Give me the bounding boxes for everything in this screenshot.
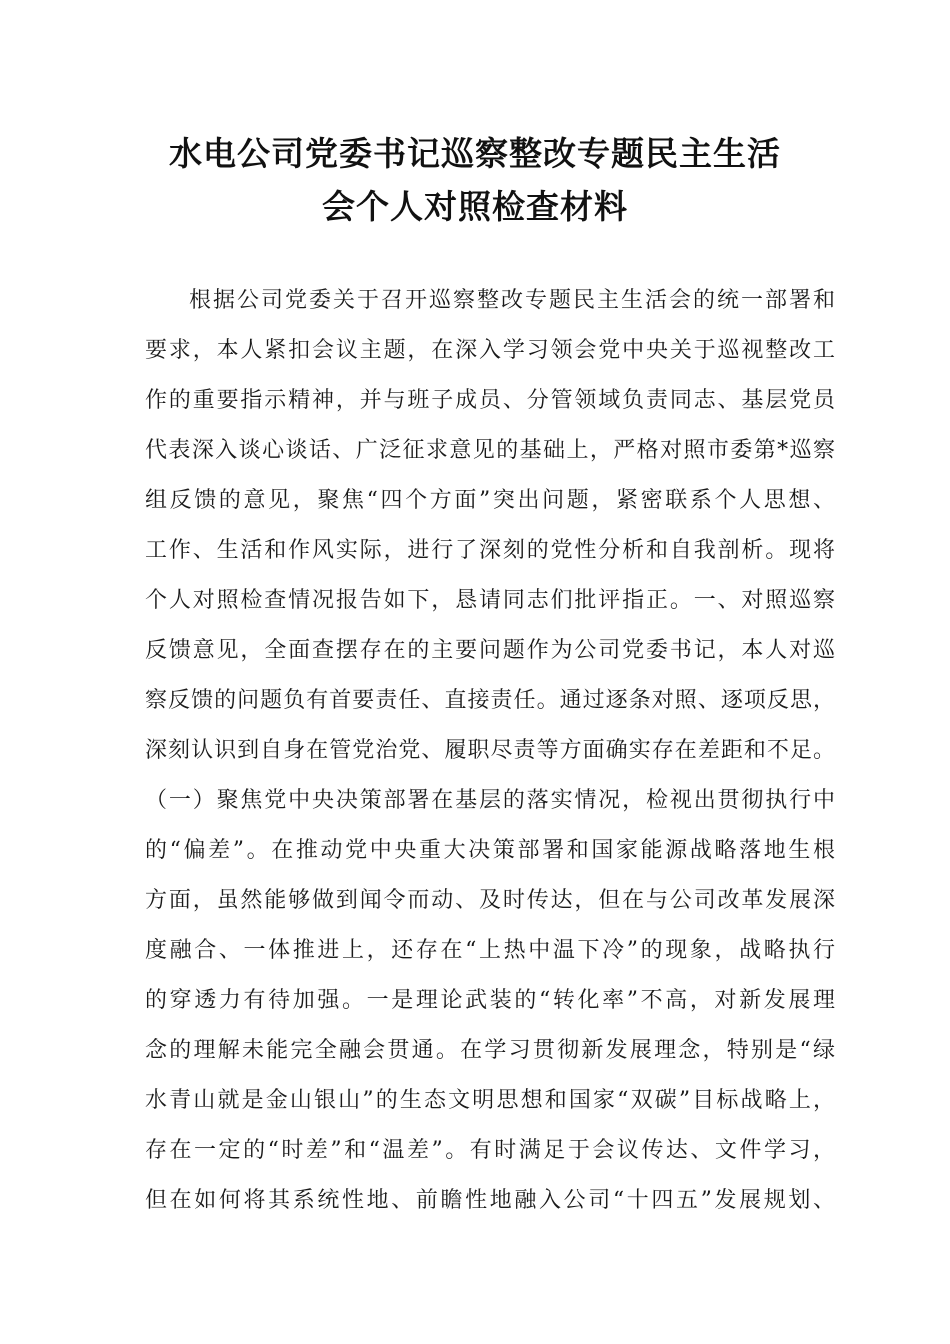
body-line: 代表深入谈心谈话、广泛征求意见的基础上，严格对照市委第*巡察 <box>145 438 835 463</box>
body-line: 度融合、一体推进上，还存在“上热中温下冷”的现象，战略执行 <box>145 938 835 963</box>
body-line: （一）聚焦党中央决策部署在基层的落实情况，检视出贯彻执行中 <box>145 788 835 813</box>
body-line: 水青山就是金山银山”的生态文明思想和国家“双碳”目标战略上， <box>145 1088 835 1113</box>
body-line: 个人对照检查情况报告如下，恳请同志们批评指正。一、对照巡察 <box>145 588 835 613</box>
document-title-line-2: 会个人对照检查材料 <box>322 187 628 226</box>
body-line: 的“偏差”。在推动党中央重大决策部署和国家能源战略落地生根 <box>145 838 835 863</box>
body-line: 组反馈的意见，聚焦“四个方面”突出问题，紧密联系个人思想、 <box>145 488 835 513</box>
body-line: 要求，本人紧扣会议主题，在深入学习领会党中央关于巡视整改工 <box>145 338 835 363</box>
body-line: 根据公司党委关于召开巡察整改专题民主生活会的统一部署和 <box>189 288 835 313</box>
body-line: 的穿透力有待加强。一是理论武装的“转化率”不高，对新发展理 <box>145 988 835 1013</box>
body-line: 工作、生活和作风实际，进行了深刻的党性分析和自我剖析。现将 <box>145 538 835 563</box>
body-line: 存在一定的“时差”和“温差”。有时满足于会议传达、文件学习， <box>145 1138 835 1163</box>
body-line: 深刻认识到自身在管党治党、履职尽责等方面确实存在差距和不足。 <box>145 738 835 763</box>
body-line: 但在如何将其系统性地、前瞻性地融入公司“十四五”发展规划、 <box>145 1188 835 1213</box>
body-line: 念的理解未能完全融会贯通。在学习贯彻新发展理念，特别是“绿 <box>145 1038 835 1063</box>
body-line: 方面，虽然能够做到闻令而动、及时传达，但在与公司改革发展深 <box>145 888 835 913</box>
body-line: 察反馈的问题负有首要责任、直接责任。通过逐条对照、逐项反思， <box>145 688 835 713</box>
body-line: 反馈意见，全面查摆存在的主要问题作为公司党委书记，本人对巡 <box>145 638 835 663</box>
document-title-line-1: 水电公司党委书记巡察整改专题民主生活 <box>169 134 781 173</box>
document-body <box>145 282 835 1232</box>
body-line: 作的重要指示精神，并与班子成员、分管领域负责同志、基层党员 <box>145 388 835 413</box>
